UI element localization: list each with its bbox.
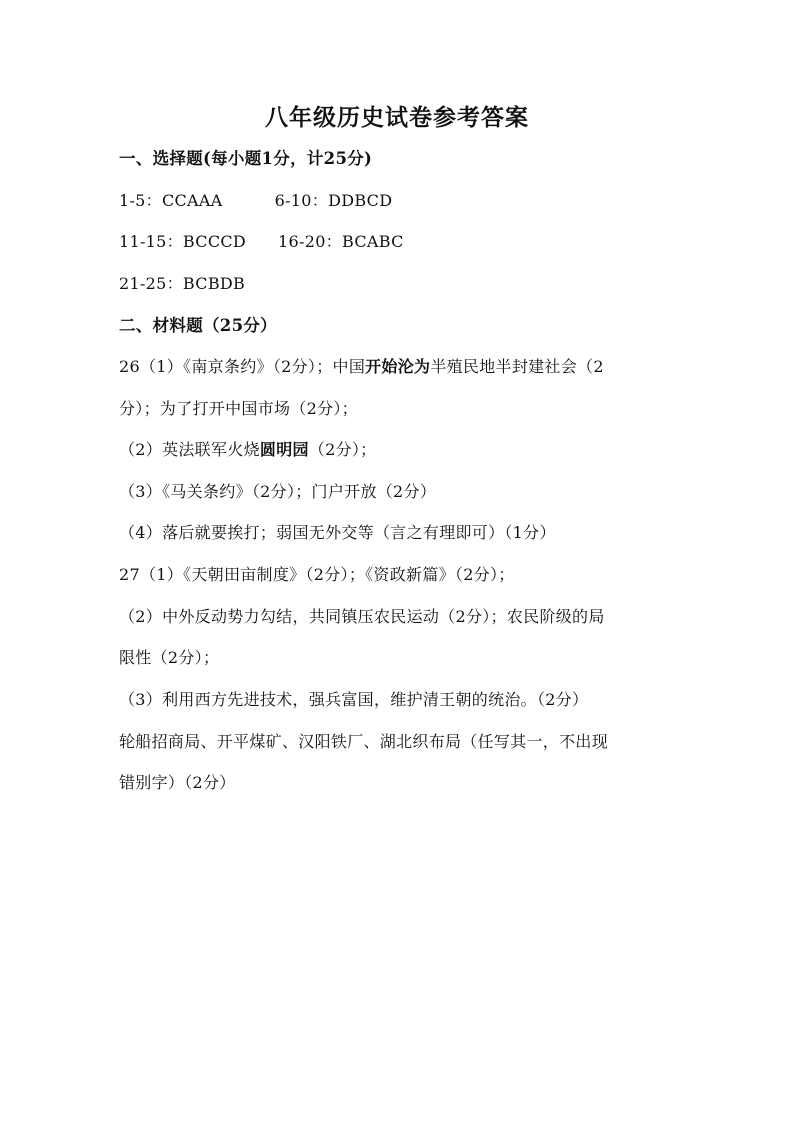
page-title: 八年级历史试卷参考答案	[265, 104, 529, 131]
answer-line-26-4: （4）落后就要挨打；弱国无外交等（言之有理即可）（1分）	[119, 523, 556, 542]
answer-line-27-1: 27（1）《天朝田亩制度》（2分）；《资政新篇》（2分）；	[119, 565, 515, 584]
text-segment: 26（1）《南京条约》（2分）；中国	[119, 357, 366, 376]
answer-line-27-3-cont: 轮船招商局、开平煤矿、汉阳铁厂、湖北织布局（任写其一，不出现	[119, 732, 609, 751]
section2-heading: 二、材料题（25分）	[119, 316, 277, 335]
answer-line-27-2-cont: 限性（2分）；	[119, 648, 220, 667]
answer-line-26-3: （3）《马关条约》（2分）；门户开放（2分）	[119, 482, 437, 501]
text-segment: （2）英法联军火烧	[119, 440, 260, 459]
section1-heading: 一、选择题(每小题1分，计25分)	[119, 149, 373, 168]
text-segment: 半殖民地半封建社会（2	[430, 357, 604, 376]
answer-row-2	[119, 231, 699, 253]
answer-line-26-1	[119, 356, 699, 378]
emphasis-text: 圆明园	[259, 440, 309, 459]
emphasis-text: 开始沦为	[365, 357, 431, 376]
answer-range-1-5: 1-5：CCAAA	[119, 191, 223, 210]
answer-line-26-2	[119, 439, 699, 461]
answer-range-6-10: 6-10：DDBCD	[274, 191, 393, 210]
answer-row-1	[119, 190, 699, 212]
answer-line-27-3: （3）利用西方先进技术，强兵富国，维护清王朝的统治。（2分）	[119, 690, 589, 709]
text-segment: （2分）；	[308, 440, 377, 459]
answer-range-21-25: 21-25：BCBDB	[119, 274, 246, 293]
answer-line-26-1-cont: 分）；为了打开中国市场（2分）；	[119, 399, 358, 418]
answer-range-11-15: 11-15：BCCCD	[119, 232, 247, 251]
answer-row-3	[119, 273, 699, 295]
answer-line-27-2: （2）中外反动势力勾结，共同镇压农民运动（2分）；农民阶级的局	[119, 607, 605, 626]
answer-line-27-3-end: 错别字）（2分）	[119, 773, 236, 792]
answer-range-16-20: 16-20：BCABC	[278, 232, 404, 251]
